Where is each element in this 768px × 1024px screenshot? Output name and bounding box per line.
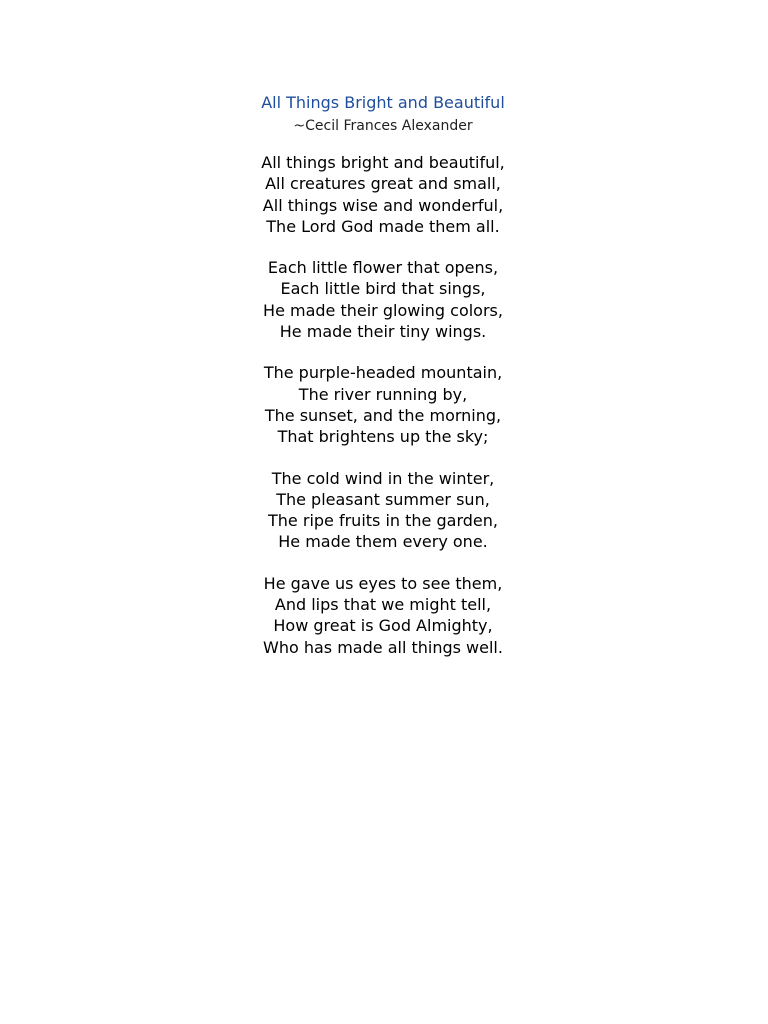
poem-line: And lips that we might tell, xyxy=(274,595,492,615)
poem-line: He made their tiny wings. xyxy=(279,322,487,342)
poem-line: How great is God Almighty, xyxy=(273,616,493,636)
poem-author: ~Cecil Frances Alexander xyxy=(293,118,473,134)
poem-title: All Things Bright and Beautiful xyxy=(261,93,505,112)
poem xyxy=(0,92,766,678)
poem-line: He gave us eyes to see them, xyxy=(263,573,503,593)
stanza-5 xyxy=(0,573,766,658)
poem-line: All things bright and beautiful, xyxy=(261,153,505,172)
poem-stanzas xyxy=(0,152,766,658)
poem-line: The pleasant summer sun, xyxy=(276,489,490,509)
stanza-3 xyxy=(0,362,766,447)
poem-line: Who has made all things well. xyxy=(263,637,503,657)
poem-line: The river running by, xyxy=(298,384,468,404)
stanza-4 xyxy=(0,468,766,553)
poem-line: He made them every one. xyxy=(278,532,488,552)
poem-line: The Lord God made them all. xyxy=(266,216,500,236)
poem-line: He made their glowing colors, xyxy=(263,300,503,320)
poem-line: Each little bird that sings, xyxy=(280,279,486,299)
poem-line: The ripe fruits in the garden, xyxy=(268,511,498,531)
poem-line: Each little flower that opens, xyxy=(267,258,499,278)
stanza-1 xyxy=(0,152,766,237)
stanza-2 xyxy=(0,257,766,342)
poem-line: That brightens up the sky; xyxy=(277,427,489,447)
poem-line: All creatures great and small, xyxy=(265,174,501,194)
poem-line: The sunset, and the morning, xyxy=(264,405,502,425)
poem-line: All things wise and wonderful, xyxy=(262,195,504,215)
poem-line: The cold wind in the winter, xyxy=(271,468,495,488)
poem-line: The purple-headed mountain, xyxy=(263,363,503,383)
